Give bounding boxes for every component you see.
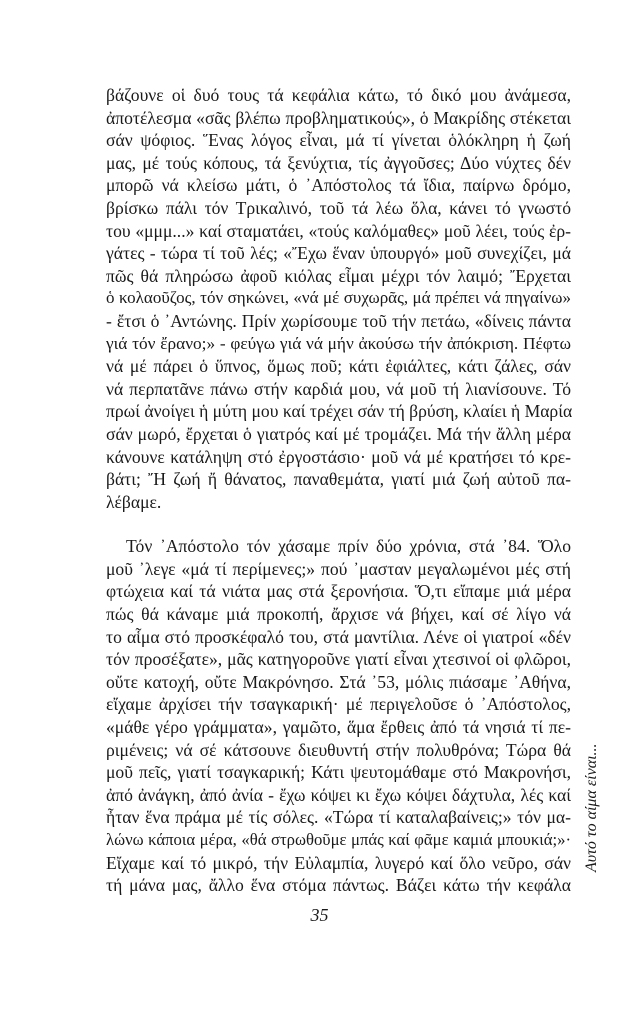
text-line: λώνω κάποια μέρα, «θά στρωθοῦμε μπάς καί φᾶμε καμιά μπουκιά;»· [106,830,571,849]
text-line: νά μέ πάρει ὁ ὕπνος, ὅμως ποῦ; κάτι ἐφιάλτες, κάτι ζάλες, σάν [106,356,571,377]
text-line: «μάθε γέρο γράμματα», γαμῶτο, ἅμα ἔρθεις ἀπό τά νησιά τί πε- [106,717,571,738]
text-line: φτώχεια καί τά νιάτα μας στά ξερονήσια. Ὅ,τι εἴπαμε μιά μέρα [106,581,571,602]
text-line: τόν προσέξατε», μᾶς κατηγοροῦνε γιατί εἶναι χτεσινοί οἱ φλῶροι, [106,649,571,670]
text-line: πρωί ἀνοίγει ἡ μύτη μου καί τρέχει σάν τή βρύση, κλαίει ἡ Μαρία [106,401,573,422]
text-line: λέβαμε. [106,491,162,512]
paragraph-2 [106,535,571,897]
text-line: τή μάνα μας, ἄλλο ἕνα στόμα πάντως. Βάζει κάτω τήν κεφάλα [106,875,571,896]
text-line: μπορῶ νά κλείσω μάτι, ὁ ᾿Απόστολος τά ἴδια, παίρνω δρόμο, [106,175,571,196]
text-line: ἀποτέλεσμα «σᾶς βλέπω προβληματικούς», ὁ Μακρίδης στέκεται [106,107,571,128]
text-line: πώς θά κάναμε μιά προκοπή, ἄρχισε νά βήχει, καί σέ λίγο νά [106,604,571,625]
page-number: 35 [310,905,329,925]
text-line: εἴχαμε ἀρχίσει τήν τσαγκαρική· μέ περιγελοῦσε ὁ ᾿Απόστολος, [106,694,571,715]
text-line: ἀπό ἀνάγκη, ἀπό ἀνία - ἔχω κόψει κι ἔχω κόψει δάχτυλα, λές καί [106,784,571,805]
text-line: σάν μωρό, ἔρχεται ὁ γιατρός καί μέ τρομάζει. Μά τήν ἄλλη μέρα [106,423,571,444]
text-line: μοῦ ᾿λεγε «μά τί περίμενες;» πού ᾿μασταν μεγαλωμένοι μές στή [106,558,571,579]
text-line: μας, μέ τούς κόπους, τά ξενύχτια, τίς ἀγγοῦσες; Δύο νύχτες δέν [106,152,571,173]
text-line: Εἴχαμε καί τό μικρό, τήν Εὐλαμπία, λυγερό καί ὅλο νεῦρο, σάν [106,852,571,873]
text-line: βάτι; Ἤ ζωή ἤ θάνατος, παναθεμάτα, γιατί μιά ζωή αὐτοῦ πα- [106,469,571,490]
text-line: ὁ κολαοῦζος, τόν σηκώνει, «νά μέ συχωρᾶς, μά πρέπει νά πηγαίνω» [106,288,571,308]
paragraph-spacer [106,513,571,535]
text-line-content: Τόν ᾿Απόστολο τόν χάσαμε πρίν δύο χρόνια, στά ᾿84. Ὅλο [126,536,571,557]
paragraph-1 [106,84,571,513]
text-line: ριμένεις; νά σέ κάτσουνε διευθυντή στήν πολυθρόνα; Τώρα θά [106,739,571,760]
text-line: πῶς θά πληρώσω ἀφοῦ κιόλας εἶμαι μέχρι τόν λαιμό; Ἔρχεται [106,265,571,286]
text-line: βρίσκω πάλι τόν Τρικαλινό, τοῦ τά λέω ὅλα, κάνει τό γνωστό [106,197,571,218]
text-line: γιά τόν ἔρανο;» - φεύγω γιά νά μήν ἀκούσω τήν ἀπόκριση. Πέφτω [106,333,571,353]
text-line: σάν ψόφιος. Ἕνας λόγος εἶναι, μά τί γίνεται ὁλόκληρη ἡ ζωή [106,130,571,151]
text-line: νά περπατᾶνε πάνω στήν καρδιά μου, νά μοῦ τή λιανίσουνε. Τό [106,378,571,399]
body-text [106,84,571,897]
text-line: το αἷμα στό προσκέφαλό του, στά μαντίλια. Λένε οἱ γιατροί «δέν [106,626,571,647]
running-title: Αυτό το αίμα είναι... [583,743,600,872]
text-line: ἦταν ἕνα πράμα μέ τίς σόλες. «Τώρα τί καταλαβαίνεις;» τόν μα- [106,807,571,828]
text-line: - ἔτσι ὁ ᾿Αντώνης. Πρίν χωρίσουμε τοῦ τήν πετάω, «δίνεις πάντα [106,310,571,331]
text-line: του «μμμ...» καί σταματάει, «τούς καλόμαθες» μοῦ λέει, τούς ἐρ- [106,220,571,241]
text-line: βάζουνε οἱ δυό τους τά κεφάλια κάτω, τό δικό μου ἀνάμεσα, [106,85,571,105]
text-line: κάνουνε κατάληψη στό ἐργοστάσιο· μοῦ νά μέ κρατήσει τό κρε- [106,446,571,467]
text-line: οὔτε κατοχή, οὔτε Μακρόνησο. Στά ᾿53, μόλις πιάσαμε ᾿Αθήνα, [106,671,571,692]
text-line [106,535,571,558]
text-line: γάτες - τώρα τί τοῦ λές; «Ἔχω ἕναν ὑπουργό» μοῦ συνεχίζει, μά [106,243,571,264]
text-line: μοῦ πεῖς, γιατί τσαγκαρική; Κάτι ψευτομάθαμε στό Μακρονήσι, [106,762,571,783]
